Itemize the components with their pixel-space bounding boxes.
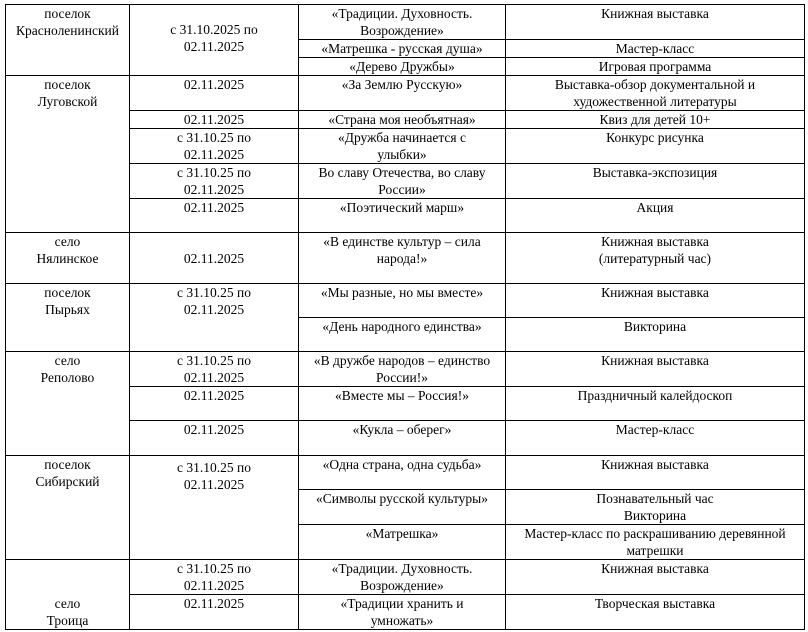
place-cell — [6, 456, 130, 560]
date-cell: 02.11.2025 — [130, 199, 299, 233]
event-cell: «Дерево Дружбы» — [299, 58, 506, 76]
event-text: «Традиции хранить и умножать» — [340, 596, 464, 628]
date-cell — [130, 284, 299, 352]
form-cell: Мастер-класс по раскрашиванию деревянной матрешки — [506, 525, 805, 560]
form-cell: Книжная выставка — [506, 560, 805, 595]
place-type: поселок — [44, 6, 91, 21]
form-cell: Игровая программа — [506, 58, 805, 76]
table-row — [6, 456, 805, 490]
event-cell: Во славу Отечества, во славу России» — [299, 164, 506, 199]
event-cell: «Традиции. Духовность. Возрождение» — [299, 5, 506, 40]
event-cell: «В дружбе народов – единство России!» — [299, 352, 506, 387]
place-type: поселок — [44, 285, 91, 300]
event-cell — [299, 595, 506, 630]
date-text: с 31.10.25 по 02.11.2025 — [177, 165, 251, 197]
form-cell: Книжная выставка — [506, 5, 805, 40]
table-row — [6, 560, 805, 595]
event-text: «Дружба начинается с улыбки» — [337, 130, 467, 162]
event-cell: «Матрешка - русская душа» — [299, 40, 506, 58]
date-cell: 02.11.2025 — [130, 111, 299, 129]
table-row — [6, 233, 805, 284]
form-cell: Мастер-класс — [506, 40, 805, 58]
event-cell: «Символы русской культуры» — [299, 490, 506, 525]
date-cell: 02.11.2025 — [130, 76, 299, 111]
event-cell: «День народного единства» — [299, 318, 506, 352]
place-name: Троица — [46, 613, 89, 628]
event-cell: «Матрешка» — [299, 525, 506, 560]
form-cell: Книжная выставка — [506, 352, 805, 387]
date-text: с 31.10.25 по 02.11.2025 — [177, 130, 251, 162]
event-text: «Традиции. Духовность. Возрождение» — [331, 561, 473, 593]
place-type: село — [54, 234, 81, 249]
form-text: Познавательный час Викторина — [596, 491, 714, 523]
date-cell — [130, 129, 299, 164]
form-cell: Квиз для детей 10+ — [506, 111, 805, 129]
form-text: Книжная выставка (литературный час) — [598, 234, 712, 266]
form-cell: Книжная выставка — [506, 456, 805, 490]
form-cell: Мастер-класс — [506, 421, 805, 456]
date-text: с 31.10.25 по 02.11.2025 — [177, 460, 251, 492]
place-type: поселок — [44, 457, 91, 472]
place-name: Реполово — [40, 370, 95, 385]
place-cell — [6, 233, 130, 284]
form-cell: Выставка-экспозиция — [506, 164, 805, 199]
date-text: с 31.10.25 по 02.11.2025 — [177, 561, 251, 593]
event-cell: «За Землю Русскую» — [299, 76, 506, 111]
date-text: с 31.10.25 по 02.11.2025 — [177, 353, 251, 385]
form-cell: Выставка-обзор документальной и художественной литературы — [506, 76, 805, 111]
event-cell — [299, 560, 506, 595]
events-table — [5, 4, 805, 630]
table-row — [6, 352, 805, 387]
place-cell — [6, 352, 130, 456]
place-cell — [6, 284, 130, 352]
form-cell: Акция — [506, 199, 805, 233]
form-cell: Конкурс рисунка — [506, 129, 805, 164]
date-cell — [130, 5, 299, 76]
date-cell — [130, 233, 299, 284]
date-cell: 02.11.2025 — [130, 595, 299, 630]
date-text: с 31.10.2025 по 02.11.2025 — [170, 22, 258, 54]
event-cell: «Одна страна, одна судьба» — [299, 456, 506, 490]
date-cell: 02.11.2025 — [130, 387, 299, 421]
table-row — [6, 284, 805, 318]
form-cell: Праздничный калейдоскоп — [506, 387, 805, 421]
date-cell — [130, 456, 299, 560]
table-row — [6, 76, 805, 111]
place-type: село — [54, 596, 81, 611]
date-cell — [130, 352, 299, 387]
place-name: Луговской — [37, 94, 98, 109]
place-type: поселок — [44, 77, 91, 92]
form-cell: Книжная выставка — [506, 284, 805, 318]
date-text: с 31.10.25 по 02.11.2025 — [177, 285, 251, 317]
date-text: 02.11.2025 — [183, 251, 245, 266]
date-cell — [130, 560, 299, 595]
form-cell: Творческая выставка — [506, 595, 805, 630]
place-cell — [6, 5, 130, 76]
event-cell: «Поэтический марш» — [299, 199, 506, 233]
event-cell: «Кукла – оберег» — [299, 421, 506, 456]
place-name: Нялинское — [36, 251, 99, 266]
place-type: село — [54, 353, 81, 368]
event-text: «В единстве культур – сила народа!» — [323, 234, 481, 266]
form-cell: Викторина — [506, 318, 805, 352]
date-cell: 02.11.2025 — [130, 421, 299, 456]
event-cell: «Мы разные, но мы вместе» — [299, 284, 506, 318]
event-cell: «Страна моя необъятная» — [299, 111, 506, 129]
event-cell: «Вместе мы – Россия!» — [299, 387, 506, 421]
table-row — [6, 5, 805, 40]
place-name: Сибирский — [35, 474, 100, 489]
event-cell — [299, 129, 506, 164]
place-name: Пырьях — [45, 302, 90, 317]
form-cell — [506, 233, 805, 284]
event-cell — [299, 233, 506, 284]
form-cell — [506, 490, 805, 525]
place-cell — [6, 76, 130, 233]
place-cell — [6, 560, 130, 630]
date-cell — [130, 164, 299, 199]
place-name: Красноленинский — [16, 23, 119, 38]
